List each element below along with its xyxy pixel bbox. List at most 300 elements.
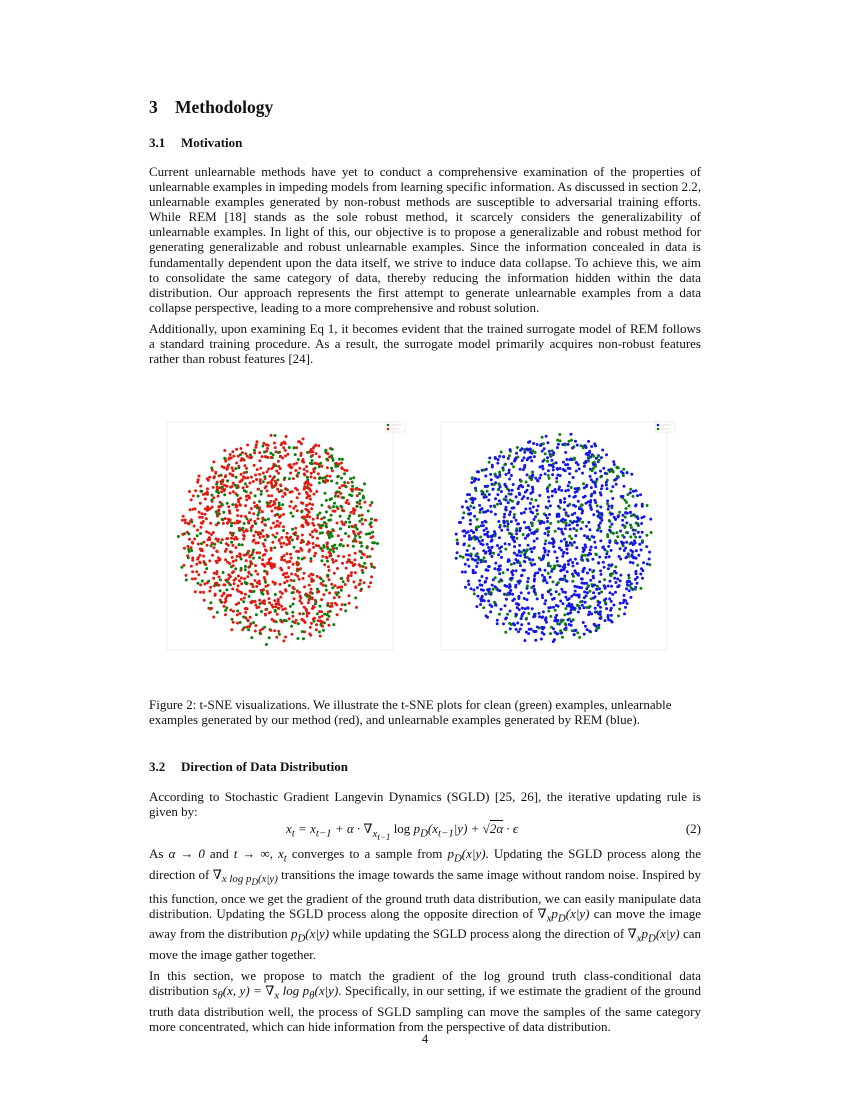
scatter-point xyxy=(330,497,333,500)
scatter-point xyxy=(533,580,536,583)
scatter-point xyxy=(245,498,248,501)
scatter-point xyxy=(230,522,233,525)
scatter-point xyxy=(308,511,311,514)
scatter-point xyxy=(503,513,506,516)
scatter-point xyxy=(587,613,590,616)
scatter-point xyxy=(518,544,521,547)
scatter-point xyxy=(560,588,563,591)
scatter-point xyxy=(246,517,249,520)
scatter-point xyxy=(348,525,351,528)
scatter-point xyxy=(567,489,570,492)
scatter-point xyxy=(528,529,531,532)
scatter-point xyxy=(296,637,299,640)
scatter-point xyxy=(277,460,280,463)
scatter-point xyxy=(338,458,341,461)
scatter-point xyxy=(316,575,319,578)
scatter-point xyxy=(592,467,595,470)
scatter-point xyxy=(599,516,602,519)
scatter-point xyxy=(261,521,264,524)
scatter-point xyxy=(309,591,312,594)
scatter-point xyxy=(318,477,321,480)
scatter-point xyxy=(629,535,632,538)
scatter-point xyxy=(462,556,465,559)
scatter-point xyxy=(269,629,272,632)
scatter-point xyxy=(241,478,244,481)
scatter-point xyxy=(543,447,546,450)
scatter-point xyxy=(552,468,555,471)
tsne-scatter-ours xyxy=(163,418,425,658)
scatter-point xyxy=(230,524,233,527)
scatter-point xyxy=(489,593,492,596)
scatter-point xyxy=(329,475,332,478)
scatter-point xyxy=(494,497,497,500)
scatter-point xyxy=(565,541,568,544)
scatter-point xyxy=(563,501,566,504)
scatter-point xyxy=(252,480,255,483)
scatter-point xyxy=(567,484,570,487)
scatter-point xyxy=(318,630,321,633)
scatter-point xyxy=(608,529,611,532)
scatter-point xyxy=(585,502,588,505)
scatter-point xyxy=(312,618,315,621)
scatter-point xyxy=(245,495,248,498)
scatter-point xyxy=(229,575,232,578)
scatter-point xyxy=(268,636,271,639)
scatter-point xyxy=(533,540,536,543)
scatter-point xyxy=(333,544,336,547)
scatter-point xyxy=(607,564,610,567)
scatter-point xyxy=(342,496,345,499)
scatter-point xyxy=(239,504,242,507)
scatter-point xyxy=(554,530,557,533)
scatter-point xyxy=(291,515,294,518)
scatter-point xyxy=(258,551,261,554)
scatter-point xyxy=(527,622,530,625)
scatter-point xyxy=(610,607,613,610)
scatter-point xyxy=(589,605,592,608)
scatter-point xyxy=(628,589,631,592)
scatter-point xyxy=(216,513,219,516)
scatter-point xyxy=(200,512,203,515)
scatter-point xyxy=(478,540,481,543)
scatter-point xyxy=(321,531,324,534)
scatter-point xyxy=(306,523,309,526)
scatter-point xyxy=(244,565,247,568)
scatter-point xyxy=(496,462,499,465)
figure-caption: Figure 2: t-SNE visualizations. We illustrate the t-SNE plots for clean (green) examples, unlearnable examples generated by our method (red), and unlearnable examples generated by REM (blue). xyxy=(149,697,672,728)
scatter-point xyxy=(625,531,628,534)
scatter-point xyxy=(597,561,600,564)
scatter-point xyxy=(246,476,249,479)
scatter-point xyxy=(481,575,484,578)
scatter-point xyxy=(244,607,247,610)
scatter-point xyxy=(631,550,634,553)
scatter-point xyxy=(585,484,588,487)
scatter-point xyxy=(505,473,508,476)
scatter-point xyxy=(285,572,288,575)
paragraph-motivation-2: Additionally, upon examining Eq 1, it becomes evident that the trained surrogate model of REM follows a standard training procedure. As a result, the surrogate model primarily acquires non-robust features rather than robust features [24]. xyxy=(149,320,701,367)
scatter-point xyxy=(583,534,586,537)
scatter-point xyxy=(641,539,644,542)
scatter-point xyxy=(230,551,233,554)
scatter-point xyxy=(588,450,591,453)
scatter-point xyxy=(524,607,527,610)
scatter-point xyxy=(207,531,210,534)
scatter-point xyxy=(322,580,325,583)
scatter-point xyxy=(633,540,636,543)
scatter-point xyxy=(624,499,627,502)
scatter-point xyxy=(529,502,532,505)
scatter-point xyxy=(256,573,259,576)
scatter-point xyxy=(256,468,259,471)
scatter-point xyxy=(560,621,563,624)
scatter-point xyxy=(541,574,544,577)
scatter-point xyxy=(232,490,235,493)
scatter-point xyxy=(642,561,645,564)
scatter-point xyxy=(475,559,478,562)
scatter-point xyxy=(216,611,219,614)
scatter-point xyxy=(499,550,502,553)
scatter-point xyxy=(550,454,553,457)
scatter-point xyxy=(632,495,635,498)
scatter-point xyxy=(351,561,354,564)
scatter-point xyxy=(537,505,540,508)
scatter-point xyxy=(636,494,639,497)
scatter-point xyxy=(580,558,583,561)
scatter-point xyxy=(342,555,345,558)
scatter-point xyxy=(557,488,560,491)
scatter-point xyxy=(551,598,554,601)
scatter-point xyxy=(316,517,319,520)
scatter-point xyxy=(224,550,227,553)
scatter-point xyxy=(632,543,635,546)
scatter-point xyxy=(480,599,483,602)
scatter-point xyxy=(266,573,269,576)
scatter-point xyxy=(358,488,361,491)
scatter-point xyxy=(338,596,341,599)
scatter-point xyxy=(481,521,484,524)
scatter-point xyxy=(488,565,491,568)
scatter-point xyxy=(575,461,578,464)
scatter-point xyxy=(337,555,340,558)
math-inline: $s_\theta(x$, $y) = \nabla_x$ $\log p_\theta(x|y)$ xyxy=(212,983,339,1002)
scatter-point xyxy=(623,549,626,552)
scatter-point xyxy=(551,473,554,476)
scatter-point xyxy=(565,548,568,551)
scatter-point xyxy=(493,601,496,604)
scatter-point xyxy=(305,504,308,507)
scatter-point xyxy=(474,487,477,490)
scatter-point xyxy=(520,480,523,483)
scatter-point xyxy=(636,582,639,585)
scatter-point xyxy=(243,626,246,629)
scatter-point xyxy=(290,557,293,560)
scatter-point xyxy=(538,612,541,615)
scatter-point xyxy=(290,573,293,576)
legend-marker-clean xyxy=(387,424,390,427)
scatter-point xyxy=(244,611,247,614)
scatter-point xyxy=(294,527,297,530)
scatter-point xyxy=(486,531,489,534)
scatter-point xyxy=(645,534,648,537)
scatter-point xyxy=(292,477,295,480)
scatter-point xyxy=(481,507,484,510)
scatter-point xyxy=(573,512,576,515)
scatter-point xyxy=(547,550,550,553)
scatter-point xyxy=(186,554,189,557)
scatter-point xyxy=(265,485,268,488)
scatter-point xyxy=(524,537,527,540)
scatter-point xyxy=(544,472,547,475)
scatter-point xyxy=(196,534,199,537)
scatter-point xyxy=(603,578,606,581)
scatter-point xyxy=(578,594,581,597)
scatter-point xyxy=(199,485,202,488)
scatter-point xyxy=(573,569,576,572)
text-run: while updating the SGLD process along the direction of xyxy=(329,926,628,942)
scatter-point xyxy=(602,467,605,470)
scatter-point xyxy=(531,491,534,494)
scatter-point xyxy=(650,531,653,534)
scatter-point xyxy=(530,550,533,553)
scatter-point xyxy=(254,600,257,603)
scatter-point xyxy=(363,581,366,584)
scatter-point xyxy=(506,487,509,490)
scatter-point xyxy=(581,509,584,512)
scatter-point xyxy=(199,490,202,493)
scatter-point xyxy=(570,608,573,611)
scatter-point xyxy=(232,474,235,477)
scatter-point xyxy=(341,458,344,461)
scatter-point xyxy=(544,569,547,572)
scatter-point xyxy=(558,433,561,436)
scatter-point xyxy=(290,625,293,628)
scatter-point xyxy=(293,463,296,466)
scatter-point xyxy=(521,607,524,610)
scatter-point xyxy=(463,529,466,532)
scatter-point xyxy=(306,480,309,483)
scatter-point xyxy=(326,618,329,621)
scatter-point xyxy=(563,469,566,472)
scatter-point xyxy=(206,544,209,547)
scatter-point xyxy=(614,591,617,594)
scatter-point xyxy=(567,604,570,607)
scatter-point xyxy=(359,579,362,582)
scatter-point xyxy=(558,593,561,596)
scatter-point xyxy=(572,496,575,499)
scatter-point xyxy=(512,483,515,486)
scatter-point xyxy=(272,465,275,468)
scatter-point xyxy=(629,596,632,599)
scatter-point xyxy=(549,504,552,507)
scatter-point xyxy=(344,532,347,535)
scatter-point xyxy=(255,585,258,588)
scatter-point xyxy=(610,549,613,552)
scatter-point xyxy=(326,479,329,482)
scatter-point xyxy=(564,451,567,454)
scatter-point xyxy=(499,502,502,505)
scatter-point xyxy=(519,527,522,530)
section-title: Methodology xyxy=(175,97,274,117)
scatter-point xyxy=(297,458,300,461)
scatter-point xyxy=(276,532,279,535)
scatter-point xyxy=(520,591,523,594)
scatter-point xyxy=(496,493,499,496)
scatter-point xyxy=(530,459,533,462)
scatter-point xyxy=(197,478,200,481)
scatter-point xyxy=(255,478,258,481)
scatter-point xyxy=(194,507,197,510)
scatter-point xyxy=(369,504,372,507)
scatter-point xyxy=(255,443,258,446)
scatter-point xyxy=(589,568,592,571)
scatter-point xyxy=(230,628,233,631)
scatter-point xyxy=(488,493,491,496)
scatter-point xyxy=(289,472,292,475)
legend-marker-ours xyxy=(387,428,390,431)
scatter-point xyxy=(556,513,559,516)
scatter-point xyxy=(309,462,312,465)
scatter-point xyxy=(274,605,277,608)
scatter-point xyxy=(494,532,497,535)
scatter-point xyxy=(223,457,226,460)
scatter-point xyxy=(532,585,535,588)
scatter-point xyxy=(599,606,602,609)
scatter-point xyxy=(554,491,557,494)
scatter-point xyxy=(284,454,287,457)
scatter-point xyxy=(645,545,648,548)
scatter-point xyxy=(281,495,284,498)
scatter-point xyxy=(640,549,643,552)
scatter-point xyxy=(243,522,246,525)
scatter-point xyxy=(618,555,621,558)
scatter-point xyxy=(278,539,281,542)
scatter-point xyxy=(547,474,550,477)
scatter-point xyxy=(508,454,511,457)
scatter-point xyxy=(288,542,291,545)
scatter-point xyxy=(622,514,625,517)
scatter-point xyxy=(583,590,586,593)
scatter-point xyxy=(268,597,271,600)
scatter-point xyxy=(598,587,601,590)
scatter-point xyxy=(635,549,638,552)
scatter-point xyxy=(341,562,344,565)
legend xyxy=(655,422,675,432)
scatter-point xyxy=(515,519,518,522)
scatter-point xyxy=(573,585,576,588)
scatter-point xyxy=(559,600,562,603)
scatter-point xyxy=(270,547,273,550)
scatter-point xyxy=(584,554,587,557)
scatter-point xyxy=(358,492,361,495)
scatter-point xyxy=(323,546,326,549)
scatter-point xyxy=(559,629,562,632)
scatter-point xyxy=(245,559,248,562)
scatter-point xyxy=(584,546,587,549)
scatter-point xyxy=(223,601,226,604)
scatter-point xyxy=(336,613,339,616)
scatter-point xyxy=(294,573,297,576)
scatter-point xyxy=(588,538,591,541)
scatter-point xyxy=(513,562,516,565)
scatter-point xyxy=(567,515,570,518)
scatter-point xyxy=(300,510,303,513)
scatter-point xyxy=(313,477,316,480)
scatter-point xyxy=(508,513,511,516)
scatter-point xyxy=(526,448,529,451)
scatter-point xyxy=(231,450,234,453)
scatter-point xyxy=(301,502,304,505)
scatter-point xyxy=(590,612,593,615)
scatter-point xyxy=(467,553,470,556)
scatter-point xyxy=(573,527,576,530)
scatter-points xyxy=(455,433,653,643)
scatter-point xyxy=(296,488,299,491)
scatter-point xyxy=(370,525,373,528)
scatter-point xyxy=(294,469,297,472)
scatter-point xyxy=(206,581,209,584)
scatter-point xyxy=(290,500,293,503)
scatter-point xyxy=(573,629,576,632)
scatter-point xyxy=(337,495,340,498)
scatter-point xyxy=(302,458,305,461)
scatter-point xyxy=(304,486,307,489)
scatter-point xyxy=(242,600,245,603)
scatter-point xyxy=(350,571,353,574)
scatter-point xyxy=(646,504,649,507)
scatter-point xyxy=(543,576,546,579)
scatter-point xyxy=(571,573,574,576)
scatter-point xyxy=(526,585,529,588)
scatter-point xyxy=(224,475,227,478)
scatter-point xyxy=(236,622,239,625)
scatter-point xyxy=(358,536,361,539)
text-run: . Updating the SGLD process along the direction of xyxy=(149,846,701,882)
scatter-point xyxy=(582,547,585,550)
scatter-point xyxy=(244,464,247,467)
scatter-point xyxy=(530,498,533,501)
scatter-point xyxy=(477,525,480,528)
scatter-point xyxy=(513,516,516,519)
scatter-point xyxy=(278,490,281,493)
scatter-point xyxy=(327,611,330,614)
scatter-point xyxy=(555,632,558,635)
scatter-point xyxy=(565,544,568,547)
scatter-point xyxy=(326,604,329,607)
scatter-point xyxy=(574,491,577,494)
scatter-point xyxy=(284,442,287,445)
scatter-point xyxy=(512,622,515,625)
scatter-point xyxy=(545,616,548,619)
scatter-point xyxy=(568,535,571,538)
scatter-point xyxy=(267,494,270,497)
scatter-point xyxy=(621,495,624,498)
scatter-point xyxy=(513,545,516,548)
scatter-point xyxy=(573,458,576,461)
scatter-point xyxy=(475,528,478,531)
scatter-point xyxy=(307,601,310,604)
scatter-point xyxy=(342,509,345,512)
scatter-point xyxy=(325,458,328,461)
scatter-point xyxy=(226,465,229,468)
scatter-point xyxy=(280,442,283,445)
scatter-point xyxy=(246,485,249,488)
scatter-point xyxy=(348,554,351,557)
scatter-point xyxy=(570,537,573,540)
scatter-point xyxy=(337,507,340,510)
scatter-point xyxy=(263,565,266,568)
scatter-point xyxy=(274,610,277,613)
